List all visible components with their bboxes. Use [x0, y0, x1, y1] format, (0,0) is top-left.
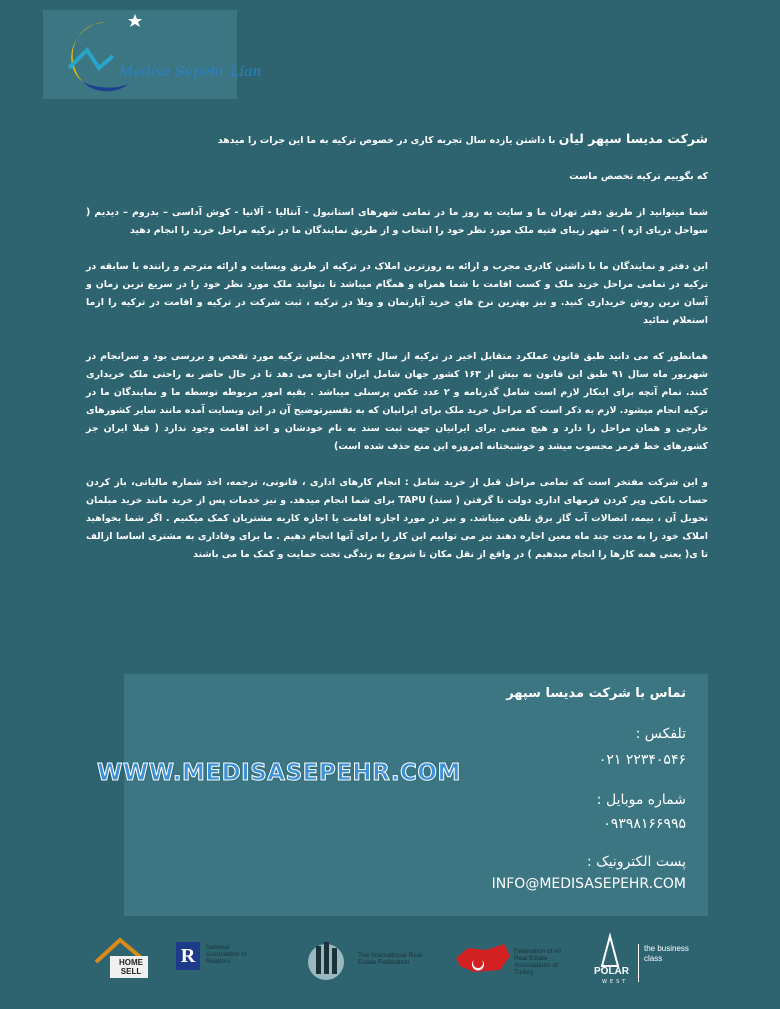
- paragraph-4: همانطور که می دانید طبق قانون عملکرد متقابل اخیر در ترکیه از سال ۱۹۳۶در مجلس ترکیه مورد تفحص و بررسی بود و سرانجام در شهریور ماه سال ۹۱ طبق این قانون به بیش از ۱۶۳ کشور جهان شامل ایران اجازه می دهد تا در حال حاضر به راحتی ملک خریداری کنند. تمام آنچه برای اینکار لازم است شامل گذرنامه و ۲ عدد عکس پرسنلی میباشد . بقیه امور مربوطه توسطه ما و نمایندگان ما در ترکیه انجام میشود. لازم به ذکر است که مراحل خرید ملک برای ایرانیان که به تفسیرتوضیح آن در این وبسایت آمده مانند سایر کشورهای خارجی و همان مراحل را دارد و هیچ منعی برای ایرانیان جهت ثبت سند به نام خودشان و اخذ اقامت وجود ندارد ( قبلا ایران جز کشورهای خط قرمز محسوب میشد و خوشبختانه امروزه این منع حذف شده است): [86, 351, 709, 452]
- contact-box: [124, 674, 708, 916]
- email-value[interactable]: INFO@MEDISASEPEHR.COM: [491, 876, 686, 892]
- paragraph-2: شما میتوانید از طریق دفتر تهران ما و سایت به روز ما در تمامی شهرهای استانبول - آنتالیا - آلانیا - کوش آداسی – بدروم – دیدیم ( سواحل دریای اژه ) – شهر زیبای فتیه ملک مورد نظر خود را انتخاب و از طریق نمایندگان ما در ترکیه مراحل خرید را انجام دهید: [86, 207, 708, 236]
- fiabci-logo: [296, 932, 446, 992]
- company-name: شرکت مدیسا سپهر لیان: [558, 131, 708, 146]
- paragraph-1: که بگوییم ترکیه تخصص ماست: [569, 171, 708, 182]
- logo-text: Medisa Sepehr Lian: [119, 64, 262, 80]
- nar-r-text: R: [176, 942, 200, 970]
- phone-label: تلفکس :: [635, 726, 686, 742]
- polar-sub-text: WEST: [602, 979, 629, 985]
- intro-text: با داشتن یازده سال تجربه کاری در خصوص ترکیه به ما این جرات را میدهد: [217, 135, 559, 146]
- polar-divider: [638, 944, 639, 982]
- partner-logos: [90, 932, 690, 992]
- website-url[interactable]: WWW.MEDISASEPEHR.COM: [97, 760, 461, 786]
- turkey-federation-text: Federation of All Real Estate Associations of Turkey: [514, 948, 561, 976]
- homesell-text: HOME SELL: [119, 958, 143, 976]
- paragraph-5: و این شرکت مفتخر است که تمامی مراحل قبل از خرید شامل : انجام کارهای اداری ، قانونی، ترجمه، اخذ شماره مالیاتی، باز کردن حساب بانکی وپر کردن فرمهای اداری دولت تا گرفتن ( سند) TAPU برای شما انجام میدهد. و نیز خدمات پس از خرید مانند خرید مبلمان تحویل آن ، بیمه، اتصالات آب گاز برق تلفن میباشد. و نیز در مورد اجازه اقامت یا اجازه کاربه مشتریان کمک میکنیم . اگر شما بخواهید املاک خود را به مدت چند ماه معین اجاره دهند نیز می توانیم این کار را برای آنها انجام دهیم . ما برای وفاداری به مشتری اساسا ازالف تا ی( یعنی همه کارها را انجام میدهیم ) در واقع از نقل مکان تا شروع به زندگی تحت حمایت و کمک ما می باشند: [86, 477, 709, 560]
- globe-icon: [296, 932, 356, 992]
- turkey-federation-logo: [452, 932, 582, 992]
- logo-crescent-icon: [43, 10, 237, 99]
- intro-paragraph: [86, 130, 708, 150]
- company-logo: [43, 10, 262, 99]
- nar-logo: [172, 932, 282, 992]
- contact-title: تماس با شرکت مدیسا سپهر: [506, 686, 686, 701]
- polar-west-logo: [590, 932, 690, 992]
- email-label: پست الکترونیک :: [587, 854, 686, 870]
- turkey-map-icon: [452, 932, 512, 992]
- mobile-label: شماره موبایل :: [596, 792, 686, 808]
- phone-value[interactable]: ۰۲۱ ۲۲۳۴۰۵۴۶: [598, 752, 686, 768]
- paragraph-3: این دفتر و نمایندگان ما با داشتن کادری مجرب و ارائه به روزترین املاک در ترکیه از طریق وبسایت و ارائه مترجم و راننده با سابقه در ترکیه در تمامی مراحل خرید ملک و کسب اقامت با شما همراه و همگام میباشد تا بتوانید ملک مورد نظر خود را در سریع ترین زمان و آسان ترین روش خریداری کنید. و نیز بهترین نرخ هاي خرید آپارتمان و ویلا در ترکیه ، ثبت شرکت در ترکیه و اقامت در ترکیه را ازما استعلام نمائید: [86, 261, 708, 326]
- polar-text: POLAR: [594, 966, 629, 977]
- nar-text: National Association of Realtors: [206, 944, 247, 965]
- mobile-value[interactable]: ۰۹۳۹۸۱۶۶۹۹۵: [603, 816, 686, 832]
- business-class-text: the business class: [644, 944, 689, 963]
- homesell-logo: [90, 932, 156, 992]
- fiabci-text: The International Real Estate Federation: [358, 952, 422, 966]
- article-body: [86, 130, 708, 582]
